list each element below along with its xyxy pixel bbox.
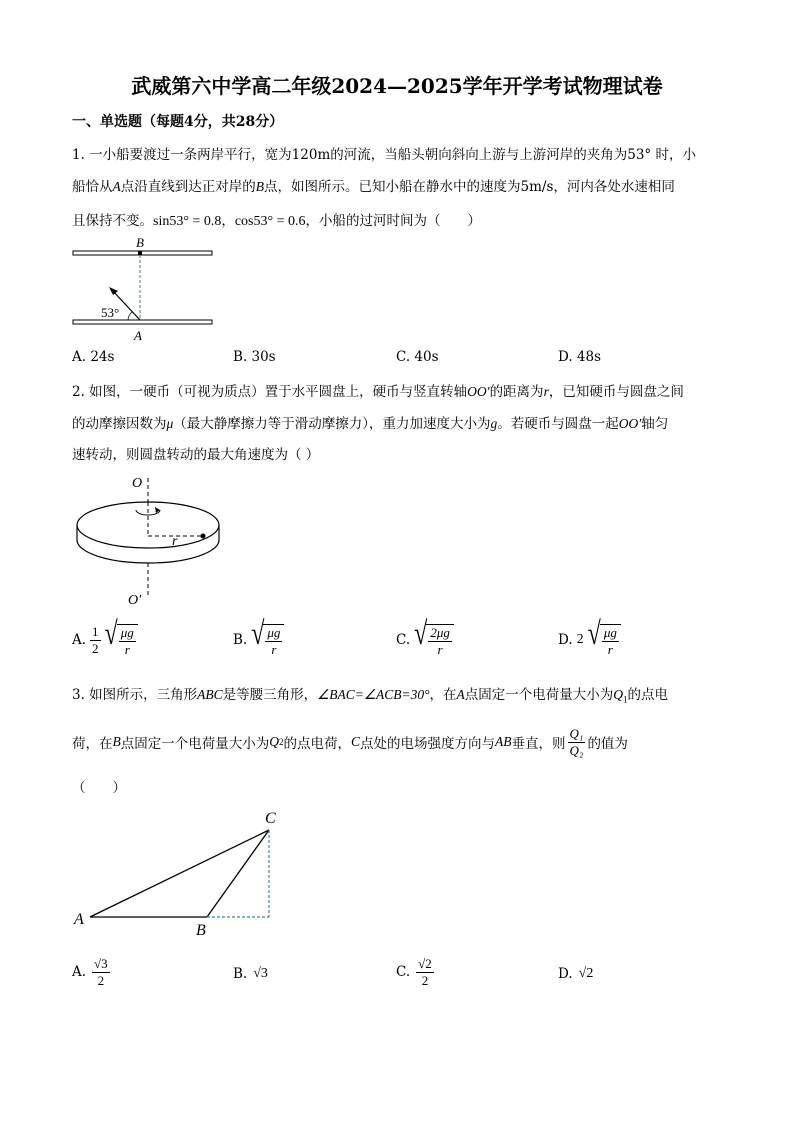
q3-option-b[interactable]: B. √3 — [233, 966, 268, 982]
upper-bank — [73, 251, 212, 255]
q3-triangle-figure — [70, 805, 290, 940]
label-o: O — [132, 476, 143, 491]
side-ac — [90, 830, 269, 917]
arrow-head — [109, 287, 118, 295]
q2-option-c[interactable]: C. √ $\frac{2\mu g}{r}$ — [396, 624, 454, 656]
q2-line-1: 2. 如图，一硬币（可视为质点）置于水平圆盘上，硬币与竖直转轴OO'的距离为r，已知硬币与圆盘之间 — [72, 384, 684, 400]
q1-option-b[interactable]: B. 30s — [233, 349, 276, 365]
angle-arc — [128, 312, 132, 320]
side-bc — [207, 830, 269, 917]
q-ratio-fraction: $\frac{\text{Q₁}}{\text{Q₂}}$ — [569, 726, 584, 758]
q2-line-2: 的动摩擦因数为μ（最大静摩擦力等于滑动摩擦力），重力加速度大小为g。若硬币与圆盘一起OO′轴匀 — [72, 416, 669, 432]
q3-line-2: 荷，在 B 点固定一个电荷量大小为 Q 2 的点电荷， C 点处的电场强度方向与 AB 垂直，则 $\frac{\text{Q₁}}{\text{Q₂}}$ 的值为 — [72, 726, 628, 758]
label-b: B — [196, 922, 206, 939]
coin — [201, 534, 206, 539]
q2-option-a[interactable]: A. $\frac{1}{2}$ √ $\frac{\mu g}{r}$ — [72, 624, 138, 656]
page-title: 武威第六中学高二年级2024—2025学年开学考试物理试卷 — [131, 74, 663, 98]
label-b: B — [136, 235, 144, 250]
q1-option-a[interactable]: A. 24s — [72, 349, 115, 365]
q3-option-d[interactable]: D. √2 — [558, 966, 594, 982]
section-heading: 一、单选题（每题4分，共28分） — [72, 114, 284, 130]
q3-line-1: 3. 如图所示，三角形ABC是等腰三角形，∠BAC=∠ACB=30°，在A点固定一个电荷量大小为$Q_1$的点电 — [72, 687, 668, 705]
q2-option-d[interactable]: D. 2 √ $\frac{\mu g}{r}$ — [558, 624, 621, 656]
q1-line-3: 且保持不变。sin53° = 0.8，cos53° = 0.6，小船的过河时间为（ ） — [72, 213, 481, 229]
q1-line-2: 船恰从A点沿直线到达正对岸的B点，如图所示。已知小船在静水中的速度为5m/s，河内各处水速相同 — [72, 179, 675, 195]
label-angle: 53° — [101, 305, 120, 320]
label-a: A — [74, 911, 84, 928]
q1-line-1: 1. 一小船要渡过一条两岸平行，宽为120m的河流，当船头朝向斜向上游与上游河岸的夹角为53° 时，小 — [72, 147, 696, 163]
q1-option-d[interactable]: D. 48s — [558, 349, 602, 365]
q2-disk-figure — [70, 470, 240, 610]
point-b-marker — [138, 251, 142, 255]
cos-expression: cos53° = 0.6 — [234, 214, 306, 229]
q1-river-figure — [70, 233, 220, 345]
q3-line-3: （ ） — [72, 780, 126, 796]
q1-option-c[interactable]: C. 40s — [396, 349, 439, 365]
label-c: C — [265, 810, 276, 827]
q3-option-c[interactable]: C. $\frac{√2}{2}$ — [396, 956, 432, 988]
q2-line-3: 速转动，则圆盘转动的最大角速度为（ ） — [72, 447, 320, 463]
q2-option-b[interactable]: B. √ $\frac{\mu g}{r}$ — [233, 624, 284, 656]
q3-option-a[interactable]: A. $\frac{√3}{2}$ — [72, 956, 108, 988]
label-o-prime: O′ — [128, 593, 142, 608]
label-r: r — [172, 534, 178, 549]
label-a: A — [134, 328, 142, 343]
sin-expression: sin53° = 0.8 — [153, 214, 222, 229]
lower-bank — [73, 320, 212, 324]
